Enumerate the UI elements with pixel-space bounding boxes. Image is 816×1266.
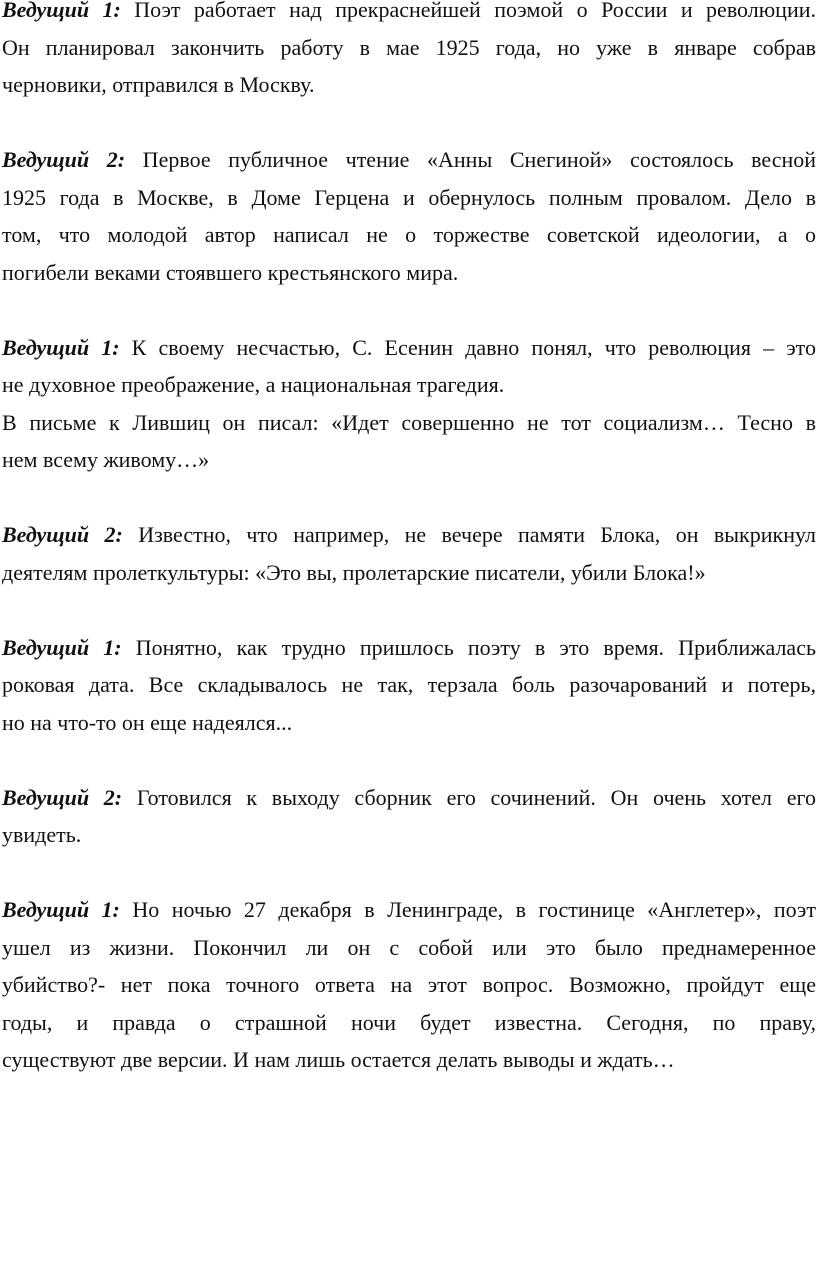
paragraph-line: К своему несчастью, С. Есенин давно понял, что революция – это xyxy=(119,334,816,360)
paragraph-line: нем всему живому…» xyxy=(2,447,210,472)
paragraph-line: Но ночью 27 декабря в Ленинграде, в гостинице «Англетер», поэт xyxy=(119,897,816,922)
paragraph-7 xyxy=(2,891,816,1079)
speaker-label: Ведущий 1: xyxy=(2,897,120,922)
paragraph-line: черновики, отправился в Москву. xyxy=(2,72,315,97)
speaker-label: Ведущий 1: xyxy=(2,634,122,660)
paragraph-line: убийство?- нет пока точного ответа на этот вопрос. Возможно, пройдут еще xyxy=(2,972,816,997)
paragraph-line: Поэт работает над прекраснейшей поэмой о России и революции. xyxy=(120,0,816,22)
paragraph-1 xyxy=(2,0,816,104)
paragraph-line: Понятно, как трудно пришлось поэту в это время. Приближалась xyxy=(121,634,816,660)
paragraph-line: увидеть. xyxy=(2,822,82,847)
paragraph-line: 1925 года в Москве, в Доме Герцена и обернулось полным провалом. Дело в xyxy=(2,184,816,210)
paragraph-6 xyxy=(2,779,816,854)
paragraph-5 xyxy=(2,629,816,742)
speaker-label: Ведущий 2: xyxy=(2,784,123,810)
paragraph-line: Он планировал закончить работу в мае 1925 года, но уже в январе собрав xyxy=(2,34,816,60)
paragraph-3 xyxy=(2,329,816,404)
paragraph-3-quote xyxy=(2,404,816,479)
paragraph-2 xyxy=(2,141,816,291)
paragraph-line: Известно, что например, не вечере памяти Блока, он выкрикнул xyxy=(122,522,816,547)
paragraph-line: погибели веками стоявшего крестьянского мира. xyxy=(2,259,459,285)
paragraph-line: существуют две версии. И нам лишь остается делать выводы и ждать… xyxy=(2,1047,675,1072)
paragraph-line: В письме к Лившиц он писал: «Идет совершенно не тот социализм… Тесно в xyxy=(2,409,816,435)
paragraph-line: том, что молодой автор написал не о торжестве советской идеологии, а о xyxy=(2,222,816,247)
paragraph-line: но на что-то он еще надеялся... xyxy=(2,709,293,735)
speaker-label: Ведущий 2: xyxy=(2,147,126,172)
paragraph-line: Первое публичное чтение «Анны Снегиной» состоялось весной xyxy=(125,147,816,172)
speaker-label: Ведущий 1: xyxy=(2,334,120,360)
paragraph-line: Готовился к выходу сборник его сочинений. Он очень хотел его xyxy=(122,784,816,810)
paragraph-line: не духовное преображение, а национальная трагедия. xyxy=(2,372,505,397)
paragraph-line: деятелям пролеткультуры: «Это вы, пролетарские писатели, убили Блока!» xyxy=(2,559,706,585)
speaker-label: Ведущий 2: xyxy=(2,522,123,547)
paragraph-4 xyxy=(2,516,816,591)
speaker-label: Ведущий 1: xyxy=(2,0,121,22)
paragraph-line: годы, и правда о страшной ночи будет известна. Сегодня, по праву, xyxy=(2,1009,816,1035)
paragraph-line: ушел из жизни. Покончил ли он с собой или это было преднамеренное xyxy=(2,934,816,960)
paragraph-line: роковая дата. Все складывалось не так, терзала боль разочарований и потерь, xyxy=(2,672,816,697)
